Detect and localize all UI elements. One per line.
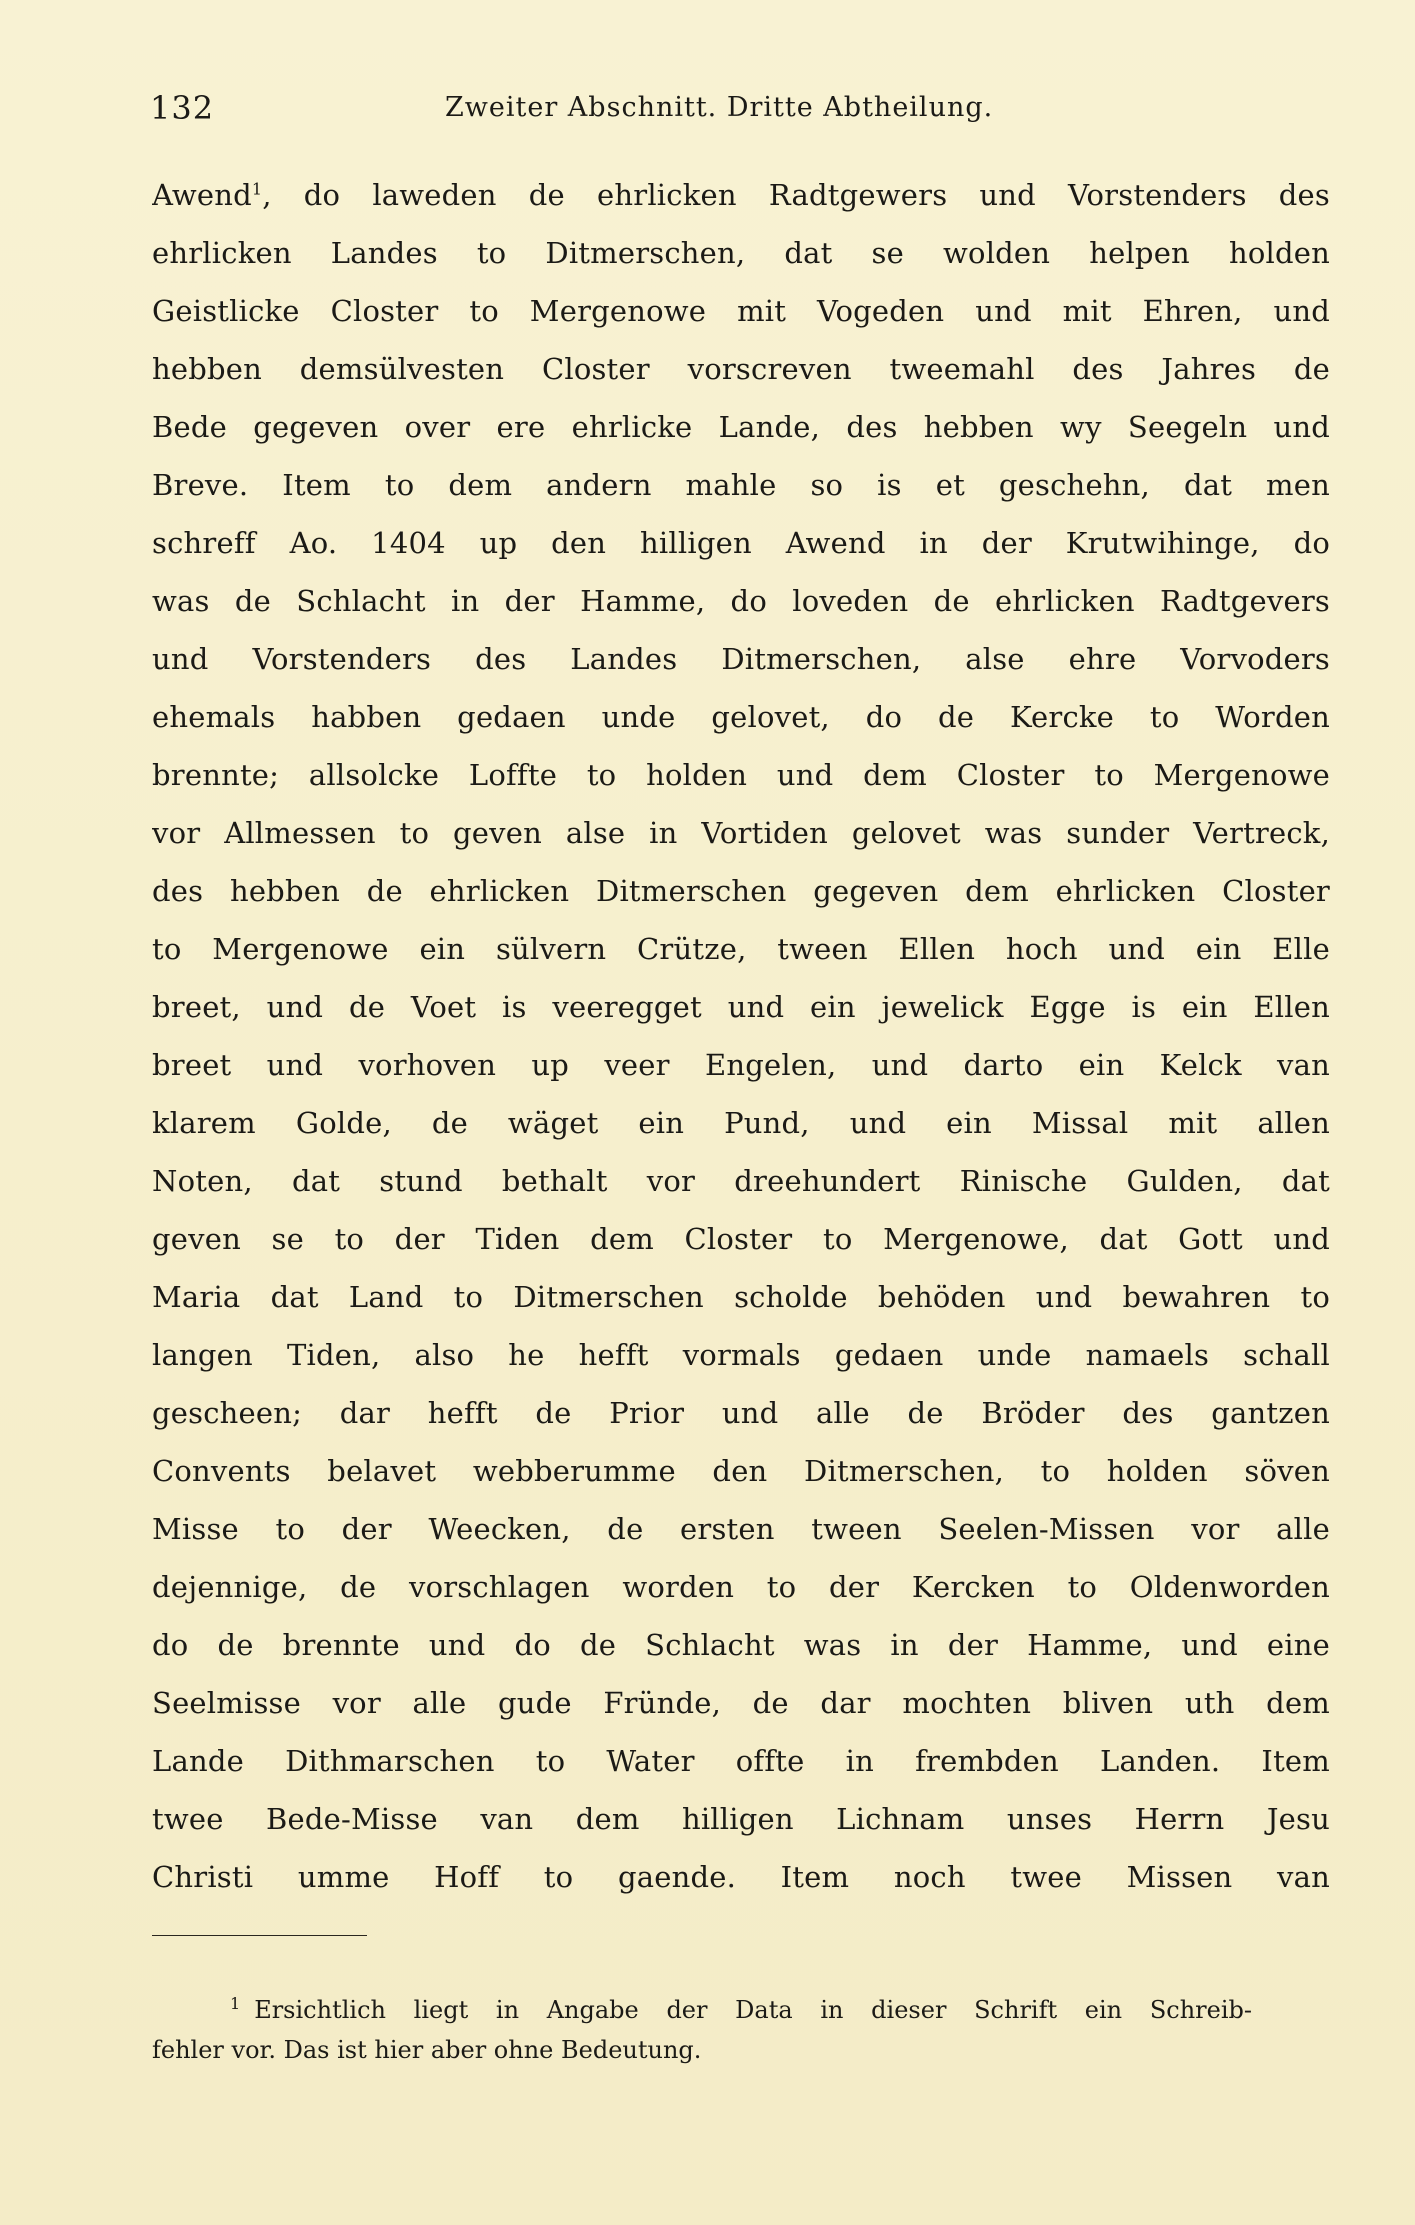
text-line: geven se to der Tiden dem Closter to Mergenowe, dat Gott und (152, 1222, 1330, 1256)
text-line: Maria dat Land to Ditmerschen scholde behöden und bewahren to (152, 1280, 1330, 1314)
text-line: Christi umme Hoff to gaende. Item noch twee Missen van (152, 1860, 1330, 1894)
text-line: was de Schlacht in der Hamme, do loveden de ehrlicken Radtgevers (152, 584, 1330, 618)
text-line: gescheen; dar hefft de Prior und alle de Bröder des gantzen (152, 1396, 1330, 1430)
text-line: dejennige, de vorschlagen worden to der Kercken to Oldenworden (152, 1570, 1330, 1604)
footnote-reference[interactable]: 1 (251, 179, 263, 199)
text-line: Seelmisse vor alle gude Fründe, de dar mochten bliven uth dem (152, 1686, 1330, 1720)
text-line: breet und vorhoven up veer Engelen, und darto ein Kelck van (152, 1048, 1330, 1082)
body-text (152, 166, 1330, 1906)
text-line: des hebben de ehrlicken Ditmerschen gegeven dem ehrlicken Closter (152, 874, 1330, 908)
text-line: do de brennte und do de Schlacht was in der Hamme, und eine (152, 1628, 1330, 1662)
page-number: 132 (150, 89, 215, 127)
text-line: vor Allmessen to geven alse in Vortiden gelovet was sunder Vertreck, (152, 816, 1330, 850)
text-line: Lande Dithmarschen to Water offte in frembden Landen. Item (152, 1744, 1330, 1778)
text-line: twee Bede-Misse van dem hilligen Lichnam unses Herrn Jesu (152, 1802, 1330, 1836)
running-head: Zweiter Abschnitt. Dritte Abtheilung. (445, 92, 994, 123)
text-line: Breve. Item to dem andern mahle so is et geschehn, dat men (152, 468, 1330, 502)
footnote-line (152, 1984, 1252, 2030)
text-line: klarem Golde, de wäget ein Pund, und ein Missal mit allen (152, 1106, 1330, 1140)
page-header (150, 88, 1330, 128)
text-line: ehrlicken Landes to Ditmerschen, dat se wolden helpen holden (152, 236, 1330, 270)
footnote (152, 1984, 1252, 2070)
line-rest: , do laweden de ehrlicken Radtgewers und Vorstenders des (262, 178, 1330, 212)
footnote-line: fehler vor. Das ist hier aber ohne Bedeutung. (152, 2036, 702, 2064)
text-line: Geistlicke Closter to Mergenowe mit Vogeden und mit Ehren, und (152, 294, 1330, 328)
text-line: Misse to der Weecken, de ersten tween Seelen-Missen vor alle (152, 1512, 1330, 1546)
text-line: breet, und de Voet is veeregget und ein jewelick Egge is ein Ellen (152, 990, 1330, 1024)
text-line (152, 166, 1330, 224)
text-line: hebben demsülvesten Closter vorscreven tweemahl des Jahres de (152, 352, 1330, 386)
text-line: langen Tiden, also he hefft vormals gedaen unde namaels schall (152, 1338, 1330, 1372)
text-line: brennte; allsolcke Loffte to holden und dem Closter to Mergenowe (152, 758, 1330, 792)
footnote-text: Ersichtlich liegt in Angabe der Data in dieser Schrift ein Schreib- (254, 1996, 1252, 2024)
text-line: schreff Ao. 1404 up den hilligen Awend in der Krutwihinge, do (152, 526, 1330, 560)
text-line: und Vorstenders des Landes Ditmerschen, alse ehre Vorvoders (152, 642, 1330, 676)
line-start: Awend (152, 178, 252, 212)
text-line: ehemals habben gedaen unde gelovet, do de Kercke to Worden (152, 700, 1330, 734)
text-line: Bede gegeven over ere ehrlicke Lande, des hebben wy Seegeln und (152, 410, 1330, 444)
text-line: Noten, dat stund bethalt vor dreehundert Rinische Gulden, dat (152, 1164, 1330, 1198)
footnote-divider (152, 1935, 367, 1936)
text-line: to Mergenowe ein sülvern Crütze, tween Ellen hoch und ein Elle (152, 932, 1330, 966)
footnote-marker: 1 (230, 1994, 241, 2013)
text-line: Convents belavet webberumme den Ditmerschen, to holden söven (152, 1454, 1330, 1488)
